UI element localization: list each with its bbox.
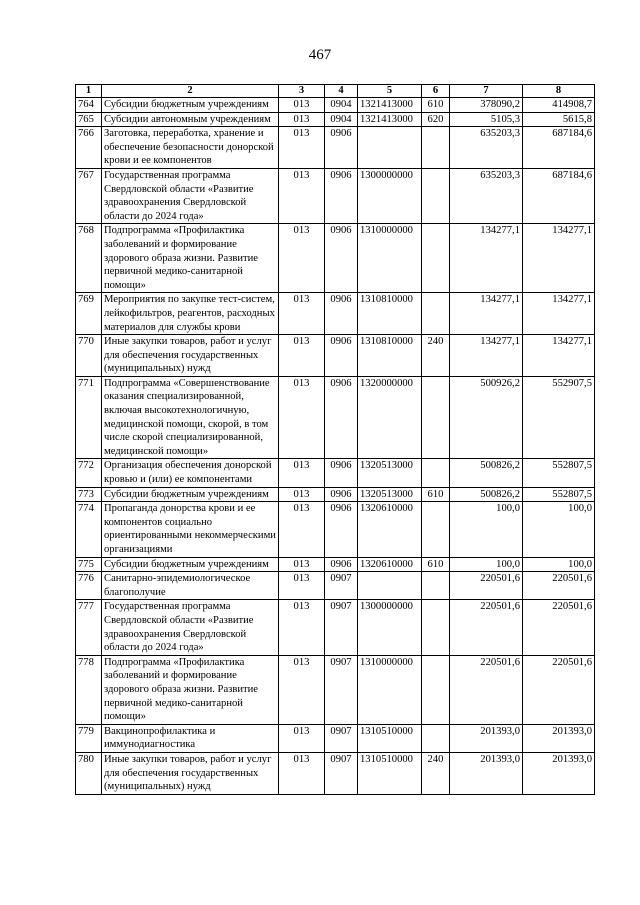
row-name: Мероприятия по закупке тест-систем, лейкофильтров, реагентов, расходных материалов для службы крови [102, 293, 279, 335]
row-number: 777 [76, 600, 102, 655]
column-header: 2 [102, 85, 279, 98]
col3-code: 013 [279, 600, 325, 655]
table-row [76, 752, 595, 794]
amount-year-2: 134277,1 [523, 224, 595, 293]
table-row [76, 335, 595, 377]
row-number: 775 [76, 557, 102, 572]
row-number: 772 [76, 459, 102, 487]
row-number: 780 [76, 752, 102, 794]
expense-type-code [422, 376, 450, 459]
target-article-code: 1310810000 [358, 335, 422, 377]
target-article-code: 1310000000 [358, 655, 422, 724]
target-article-code: 1320610000 [358, 557, 422, 572]
amount-year-2: 5615,8 [523, 112, 595, 127]
row-number: 774 [76, 502, 102, 557]
amount-year-2: 201393,0 [523, 724, 595, 752]
table-row [76, 487, 595, 502]
row-name: Государственная программа Свердловской области «Развитие здравоохранения Свердловской области до 2024 года» [102, 600, 279, 655]
amount-year-2: 220501,6 [523, 655, 595, 724]
budget-table [75, 84, 595, 795]
target-article-code: 1320513000 [358, 459, 422, 487]
expense-type-code [422, 127, 450, 169]
table-row [76, 724, 595, 752]
row-number: 779 [76, 724, 102, 752]
row-number: 778 [76, 655, 102, 724]
table-row [76, 224, 595, 293]
expense-type-code: 240 [422, 335, 450, 377]
amount-year-2: 220501,6 [523, 600, 595, 655]
expense-type-code: 610 [422, 98, 450, 113]
amount-year-2: 552807,5 [523, 459, 595, 487]
column-header: 5 [358, 85, 422, 98]
amount-year-2: 414908,7 [523, 98, 595, 113]
col3-code: 013 [279, 127, 325, 169]
row-number: 770 [76, 335, 102, 377]
amount-year-1: 220501,6 [450, 600, 523, 655]
section-code: 0904 [325, 112, 358, 127]
table-row [76, 572, 595, 600]
amount-year-1: 100,0 [450, 557, 523, 572]
amount-year-2: 220501,6 [523, 572, 595, 600]
row-name: Подпрограмма «Профилактика заболеваний и формирование здорового образа жизни. Развитие первичной медико-санитарной помощи» [102, 655, 279, 724]
target-article-code: 1320000000 [358, 376, 422, 459]
col3-code: 013 [279, 655, 325, 724]
amount-year-1: 220501,6 [450, 655, 523, 724]
expense-type-code [422, 168, 450, 223]
section-code: 0906 [325, 127, 358, 169]
col3-code: 013 [279, 224, 325, 293]
col3-code: 013 [279, 376, 325, 459]
target-article-code: 1321413000 [358, 98, 422, 113]
row-name: Пропаганда донорства крови и ее компонентов социально ориентированными некоммерческими организациями [102, 502, 279, 557]
table-row [76, 98, 595, 113]
expense-type-code [422, 224, 450, 293]
col3-code: 013 [279, 112, 325, 127]
row-name: Санитарно-эпидемиологическое благополучие [102, 572, 279, 600]
row-name: Государственная программа Свердловской области «Развитие здравоохранения Свердловской области до 2024 года» [102, 168, 279, 223]
expense-type-code [422, 600, 450, 655]
amount-year-1: 100,0 [450, 502, 523, 557]
amount-year-1: 134277,1 [450, 335, 523, 377]
amount-year-2: 552807,5 [523, 487, 595, 502]
col3-code: 013 [279, 502, 325, 557]
row-number: 773 [76, 487, 102, 502]
row-number: 776 [76, 572, 102, 600]
target-article-code [358, 127, 422, 169]
target-article-code: 1310000000 [358, 224, 422, 293]
expense-type-code [422, 572, 450, 600]
section-code: 0906 [325, 376, 358, 459]
amount-year-1: 500826,2 [450, 487, 523, 502]
target-article-code: 1310510000 [358, 724, 422, 752]
target-article-code: 1320610000 [358, 502, 422, 557]
col3-code: 013 [279, 98, 325, 113]
header-row [76, 85, 595, 98]
row-number: 766 [76, 127, 102, 169]
column-header: 7 [450, 85, 523, 98]
amount-year-1: 500926,2 [450, 376, 523, 459]
section-code: 0906 [325, 557, 358, 572]
amount-year-2: 134277,1 [523, 293, 595, 335]
row-number: 765 [76, 112, 102, 127]
target-article-code: 1310810000 [358, 293, 422, 335]
amount-year-2: 201393,0 [523, 752, 595, 794]
target-article-code [358, 572, 422, 600]
col3-code: 013 [279, 459, 325, 487]
target-article-code: 1310510000 [358, 752, 422, 794]
row-name: Заготовка, переработка, хранение и обеспечение безопасности донорской крови и ее компонентов [102, 127, 279, 169]
expense-type-code: 610 [422, 487, 450, 502]
section-code: 0906 [325, 487, 358, 502]
amount-year-1: 5105,3 [450, 112, 523, 127]
table-row [76, 502, 595, 557]
column-header: 4 [325, 85, 358, 98]
table-row [76, 293, 595, 335]
amount-year-2: 552907,5 [523, 376, 595, 459]
amount-year-2: 134277,1 [523, 335, 595, 377]
expense-type-code: 610 [422, 557, 450, 572]
amount-year-1: 635203,3 [450, 168, 523, 223]
table-row [76, 655, 595, 724]
table-row [76, 112, 595, 127]
page-number: 467 [308, 47, 332, 63]
column-header: 3 [279, 85, 325, 98]
row-name: Вакцинопрофилактика и иммунодиагностика [102, 724, 279, 752]
section-code: 0907 [325, 600, 358, 655]
col3-code: 013 [279, 557, 325, 572]
section-code: 0906 [325, 502, 358, 557]
expense-type-code: 620 [422, 112, 450, 127]
amount-year-1: 134277,1 [450, 224, 523, 293]
col3-code: 013 [279, 335, 325, 377]
col3-code: 013 [279, 752, 325, 794]
section-code: 0906 [325, 293, 358, 335]
table-row [76, 600, 595, 655]
expense-type-code [422, 293, 450, 335]
row-number: 764 [76, 98, 102, 113]
row-number: 768 [76, 224, 102, 293]
row-name: Организация обеспечения донорской кровью и (или) ее компонентами [102, 459, 279, 487]
col3-code: 013 [279, 168, 325, 223]
column-header: 8 [523, 85, 595, 98]
section-code: 0907 [325, 752, 358, 794]
amount-year-1: 201393,0 [450, 724, 523, 752]
expense-type-code [422, 655, 450, 724]
col3-code: 013 [279, 487, 325, 502]
table-row [76, 168, 595, 223]
col3-code: 013 [279, 572, 325, 600]
row-number: 767 [76, 168, 102, 223]
section-code: 0907 [325, 724, 358, 752]
table-row [76, 459, 595, 487]
row-name: Субсидии бюджетным учреждениям [102, 98, 279, 113]
section-code: 0906 [325, 224, 358, 293]
amount-year-1: 500826,2 [450, 459, 523, 487]
expense-type-code [422, 459, 450, 487]
section-code: 0906 [325, 459, 358, 487]
amount-year-2: 687184,6 [523, 168, 595, 223]
column-header: 6 [422, 85, 450, 98]
table-row [76, 127, 595, 169]
section-code: 0904 [325, 98, 358, 113]
target-article-code: 1320513000 [358, 487, 422, 502]
column-header: 1 [76, 85, 102, 98]
amount-year-1: 378090,2 [450, 98, 523, 113]
section-code: 0906 [325, 168, 358, 223]
row-name: Субсидии бюджетным учреждениям [102, 487, 279, 502]
target-article-code: 1321413000 [358, 112, 422, 127]
target-article-code: 1300000000 [358, 600, 422, 655]
amount-year-1: 134277,1 [450, 293, 523, 335]
expense-type-code [422, 724, 450, 752]
row-number: 769 [76, 293, 102, 335]
amount-year-2: 687184,6 [523, 127, 595, 169]
target-article-code: 1300000000 [358, 168, 422, 223]
section-code: 0907 [325, 572, 358, 600]
table-row [76, 557, 595, 572]
section-code: 0907 [325, 655, 358, 724]
row-name: Иные закупки товаров, работ и услуг для обеспечения государственных (муниципальных) нужд [102, 752, 279, 794]
row-number: 771 [76, 376, 102, 459]
row-name: Иные закупки товаров, работ и услуг для обеспечения государственных (муниципальных) нужд [102, 335, 279, 377]
table-row [76, 376, 595, 459]
section-code: 0906 [325, 335, 358, 377]
row-name: Субсидии автономным учреждениям [102, 112, 279, 127]
row-name: Подпрограмма «Профилактика заболеваний и формирование здорового образа жизни. Развитие первичной медико-санитарной помощи» [102, 224, 279, 293]
expense-type-code: 240 [422, 752, 450, 794]
amount-year-2: 100,0 [523, 502, 595, 557]
amount-year-1: 635203,3 [450, 127, 523, 169]
amount-year-1: 220501,6 [450, 572, 523, 600]
col3-code: 013 [279, 724, 325, 752]
amount-year-2: 100,0 [523, 557, 595, 572]
row-name: Подпрограмма «Совершенствование оказания специализированной, включая высокотехнологичную, медицинской помощи, скорой, в том числе скорой специализированной, медицинской помощи» [102, 376, 279, 459]
row-name: Субсидии бюджетным учреждениям [102, 557, 279, 572]
table-body [76, 98, 595, 795]
col3-code: 013 [279, 293, 325, 335]
expense-type-code [422, 502, 450, 557]
amount-year-1: 201393,0 [450, 752, 523, 794]
